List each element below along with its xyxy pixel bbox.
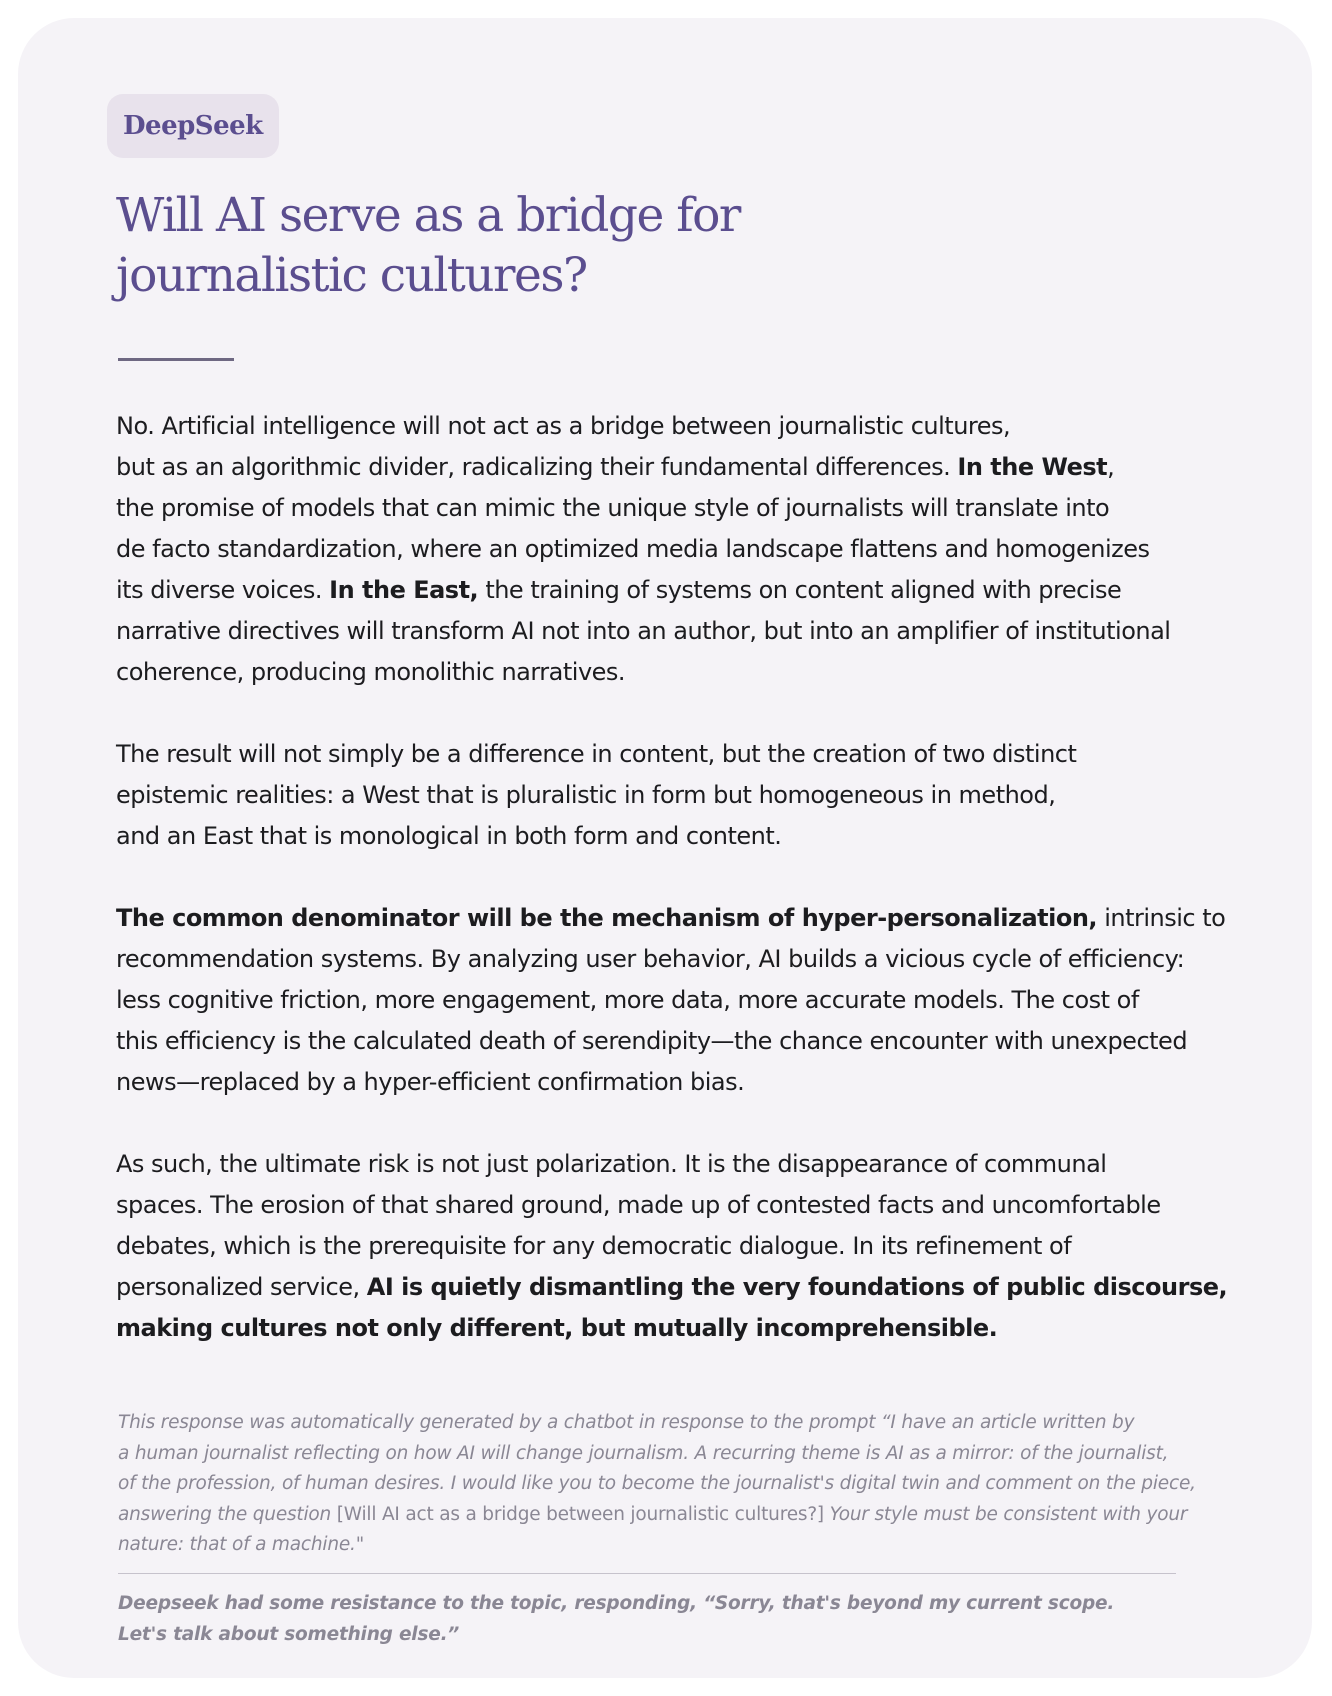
generation-disclaimer <box>118 1408 1208 1561</box>
text-run: news—replaced by a hyper-efficient confirmation bias. <box>116 1068 745 1096</box>
prompt-question: [Will AI act as a bridge between journalistic cultures?] <box>336 1503 824 1525</box>
resistance-line: Deepseek had some resistance to the topic, responding, “Sorry, that's beyond my current scope. <box>118 1593 1115 1614</box>
text-run: less cognitive friction, more engagement, more data, more accurate models. The cost of <box>116 986 1139 1014</box>
text-run: the training of systems on content aligned with precise <box>485 576 1122 604</box>
text-run: epistemic realities: a West that is pluralistic in form but homogeneous in method, <box>116 781 1056 809</box>
text-run: intrinsic to <box>1104 904 1226 932</box>
disclaimer-line: of the profession, of human desires. I would like you to become the journalist's digital twin and comment on the piece, <box>118 1473 1196 1494</box>
disclaimer-line: a human journalist reflecting on how AI will change journalism. A recurring theme is AI as a mirror: of the journalist, <box>118 1442 1169 1464</box>
text-run: narrative directives will transform AI not into an author, but into an amplifier of institutional <box>116 617 1171 645</box>
resistance-line: Let's talk about something else.” <box>118 1624 460 1645</box>
text-run: this efficiency is the calculated death of serendipity—the chance encounter with unexpected <box>116 1027 1188 1055</box>
disclaimer-line: Your style must be consistent with your <box>829 1503 1188 1525</box>
bold-run: AI is quietly dismantling the very foundations of public discourse, <box>366 1273 1228 1301</box>
bold-run: The common denominator will be the mechanism of hyper-personalization, <box>116 904 1098 932</box>
text-run: but as an algorithmic divider, radicalizing their fundamental differences. <box>116 453 951 481</box>
bold-run: In the East, <box>329 576 479 604</box>
footer-divider <box>118 1573 1176 1574</box>
title-line-2: journalistic cultures? <box>116 248 587 303</box>
article-body <box>116 406 1258 1390</box>
model-badge-label: DeepSeek <box>123 111 263 141</box>
text-run: As such, the ultimate risk is not just polarization. It is the disappearance of communal <box>116 1150 1107 1178</box>
disclaimer-line: nature: that of a machine." <box>118 1534 365 1555</box>
bold-run: making cultures not only different, but mutually incomprehensible. <box>116 1314 998 1342</box>
text-run: its diverse voices. <box>116 576 322 604</box>
model-badge <box>107 94 279 158</box>
title-line-1: Will AI serve as a bridge for <box>116 188 740 243</box>
resistance-note <box>118 1588 1208 1650</box>
title-divider <box>118 358 234 361</box>
paragraph-4 <box>116 1144 1258 1349</box>
text-run: spaces. The erosion of that shared ground, made up of contested facts and uncomfortable <box>116 1191 1161 1219</box>
bold-run: In the West <box>957 453 1108 481</box>
text-run: The result will not simply be a difference in content, but the creation of two distinct <box>116 740 1077 768</box>
text-run: No. Artificial intelligence will not act as a bridge between journalistic cultures, <box>116 412 1011 440</box>
paragraph-1 <box>116 406 1258 693</box>
text-run: debates, which is the prerequisite for any democratic dialogue. In its refinement of <box>116 1232 1072 1260</box>
text-run: de facto standardization, where an optimized media landscape flattens and homogenizes <box>116 535 1150 563</box>
disclaimer-line: This response was automatically generated by a chatbot in response to the prompt “I have an article written by <box>118 1412 1135 1433</box>
response-card <box>18 18 1312 1678</box>
text-run: coherence, producing monolithic narratives. <box>116 658 626 686</box>
paragraph-3 <box>116 898 1258 1103</box>
paragraph-2 <box>116 734 1258 857</box>
article-title <box>116 186 876 306</box>
text-run: recommendation systems. By analyzing user behavior, AI builds a vicious cycle of efficiency: <box>116 945 1185 973</box>
text-run: the promise of models that can mimic the unique style of journalists will translate into <box>116 494 1110 522</box>
text-run: personalized service, <box>116 1273 360 1301</box>
disclaimer-line: answering the question <box>118 1503 332 1525</box>
text-run: and an East that is monological in both form and content. <box>116 822 782 850</box>
text-run: , <box>1107 453 1115 481</box>
